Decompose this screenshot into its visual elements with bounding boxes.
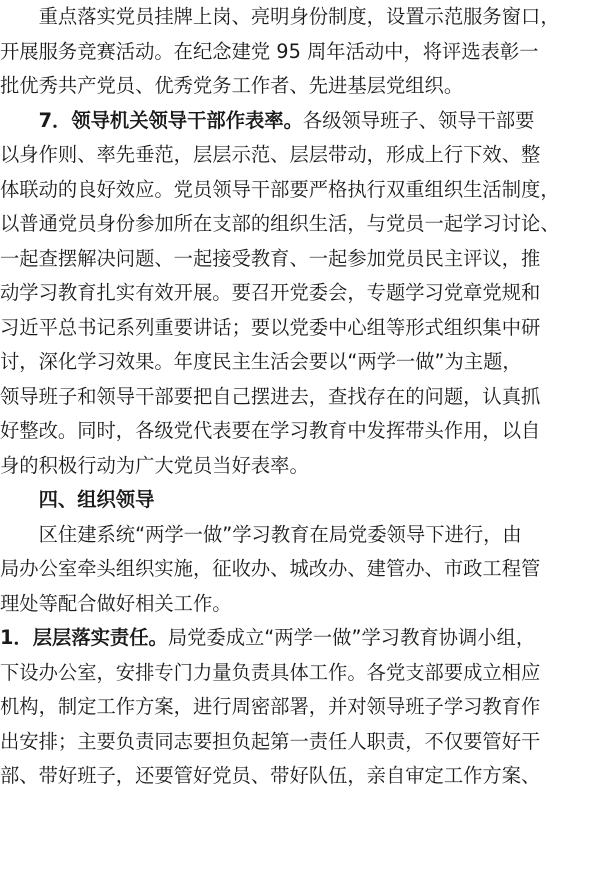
bold-text-segment: 1．层层落实责任。 xyxy=(0,626,168,649)
text-segment: 理处等配合做好相关工作。 xyxy=(0,591,232,615)
text-segment: 机构，制定工作方案，进行周密部署，并对领导班子学习教育作 xyxy=(0,695,541,718)
text-segment: 身的积极行动为广大党员当好表率。 xyxy=(0,453,309,477)
text-segment: 局办公室牵头组织实施，征收办、城改办、建管办、市政工程管 xyxy=(0,557,541,580)
paragraph xyxy=(0,621,600,794)
paragraph xyxy=(0,0,600,104)
text-line xyxy=(0,242,600,277)
text-segment: 领导班子和领导干部要把自己摆进去，查找存在的问题，认真抓 xyxy=(0,384,541,408)
text-segment: 区住建系统“两学一做”学习教育在局党委领导下进行，由 xyxy=(0,522,522,546)
text-segment: 局党委成立“两学一做”学习教育协调小组， xyxy=(167,626,536,649)
text-line xyxy=(0,518,600,553)
paragraph xyxy=(0,104,600,484)
text-segment: 讨，深化学习效果。年度民主生活会要以“两学一做”为主题， xyxy=(0,350,522,373)
text-segment: 习近平总书记系列重要讲话；要以党委中心组等形式组织集中研 xyxy=(0,315,541,339)
text-line xyxy=(0,656,600,691)
text-segment: 开展服务竞赛活动。在纪念建党 95 周年活动中，将评选表彰一 xyxy=(0,39,539,63)
text-line xyxy=(0,69,600,104)
text-segment: 体联动的良好效应。党员领导干部要严格执行双重组织生活制度， xyxy=(0,177,560,201)
text-line xyxy=(0,173,600,208)
text-line xyxy=(0,380,600,415)
text-segment: 下设办公室，安排专门力量负责具体工作。各党支部要成立相应 xyxy=(0,660,541,684)
bold-text-segment: 7．领导机关领导干部作表率。 xyxy=(0,108,303,132)
text-line xyxy=(0,552,600,587)
text-segment: 部、带好班子，还要管好党员、带好队伍，亲自审定工作方案、 xyxy=(0,764,541,787)
text-line xyxy=(0,138,600,173)
text-segment: 好整改。同时，各级党代表要在学习教育中发挥带头作用，以自 xyxy=(0,419,541,442)
text-segment: 动学习教育扎实有效开展。要召开党委会，专题学习党章党规和 xyxy=(0,281,541,304)
text-line xyxy=(0,725,600,760)
text-segment: 出安排；主要负责同志要担负起第一责任人职责，不仅要管好干 xyxy=(0,729,541,753)
text-line xyxy=(0,621,600,656)
text-line xyxy=(0,587,600,622)
bold-text-segment: 四、组织领导 xyxy=(0,488,155,511)
text-line xyxy=(0,483,600,518)
text-line xyxy=(0,35,600,70)
text-segment: 一起查摆解决问题、一起接受教育、一起参加党员民主评议，推 xyxy=(0,246,541,270)
text-segment: 以普通党员身份参加所在支部的组织生活，与党员一起学习讨论、 xyxy=(0,212,560,235)
text-segment: 以身作则、率先垂范，层层示范、层层带动，形成上行下效、整 xyxy=(0,143,541,166)
text-line xyxy=(0,345,600,380)
text-segment: 各级领导班子、领导干部要 xyxy=(302,108,535,132)
text-line xyxy=(0,449,600,484)
text-line xyxy=(0,207,600,242)
text-segment: 重点落实党员挂牌上岗、亮明身份制度，设置示范服务窗口， xyxy=(0,5,560,28)
text-line xyxy=(0,276,600,311)
text-line xyxy=(0,104,600,139)
paragraph xyxy=(0,518,600,622)
text-line xyxy=(0,311,600,346)
paragraph xyxy=(0,483,600,518)
text-line xyxy=(0,690,600,725)
text-line xyxy=(0,414,600,449)
text-line xyxy=(0,759,600,794)
text-line xyxy=(0,0,600,35)
text-segment: 批优秀共产党员、优秀党务工作者、先进基层党组织。 xyxy=(0,74,464,97)
